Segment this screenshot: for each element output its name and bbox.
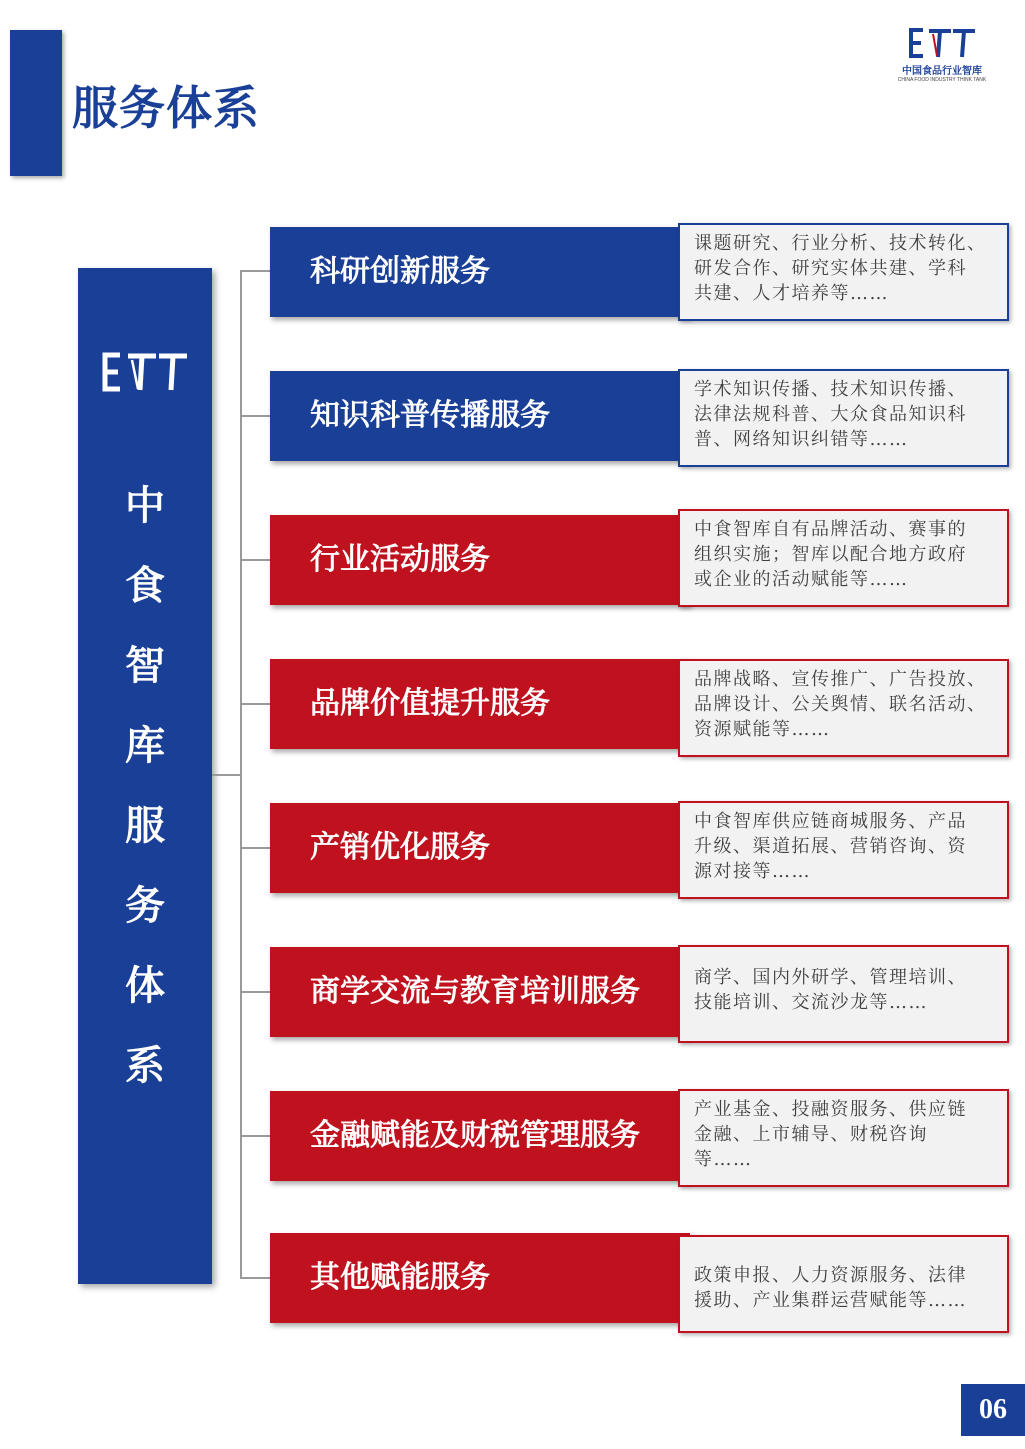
side-title-char: 智 <box>125 642 165 689</box>
service-block-finance <box>270 1091 690 1181</box>
tree-connector-horizontal <box>212 774 241 776</box>
service-description-box <box>678 945 1009 1043</box>
service-description-line: 或企业的活动赋能等…… <box>694 569 909 590</box>
logo-chinese-name: 中国食品行业智库 <box>902 66 982 77</box>
side-title-char: 中 <box>125 482 165 529</box>
service-description-line: 技能培训、交流沙龙等…… <box>694 992 928 1013</box>
service-description-box <box>678 659 1009 757</box>
service-block-training <box>270 947 690 1037</box>
service-description-box <box>678 369 1009 467</box>
service-description-line: 商学、国内外研学、管理培训、 <box>694 967 967 988</box>
tree-connector-branch <box>240 991 270 993</box>
tree-connector-branch <box>240 703 270 705</box>
service-label: 品牌价值提升服务 <box>310 686 550 721</box>
tree-connector-vertical <box>240 270 242 1279</box>
service-block-knowledge <box>270 371 690 461</box>
service-description-line: 学术知识传播、技术知识传播、 <box>694 379 967 400</box>
title-accent-bar <box>10 30 62 176</box>
service-description-line: 普、网络知识纠错等…… <box>694 429 909 450</box>
service-label: 行业活动服务 <box>310 542 490 577</box>
service-description-line: 品牌战略、宣传推广、广告投放、 <box>694 669 987 690</box>
service-block-events <box>270 515 690 605</box>
service-label: 商学交流与教育培训服务 <box>310 974 640 1009</box>
service-description-line: 研发合作、研究实体共建、学科 <box>694 258 967 279</box>
service-description-box <box>678 1089 1009 1187</box>
service-block-brand <box>270 659 690 749</box>
tree-connector-branch <box>240 559 270 561</box>
side-panel <box>78 268 212 1284</box>
service-description-line: 组织实施；智库以配合地方政府 <box>694 544 967 565</box>
side-title-char: 食 <box>125 562 165 609</box>
side-title-char: 服 <box>125 802 165 849</box>
service-description-box <box>678 801 1009 899</box>
tree-connector-branch <box>240 1277 270 1279</box>
ett-logo-icon <box>907 26 977 60</box>
side-title-char: 库 <box>125 722 165 769</box>
service-description-line: 金融、上市辅导、财税咨询 <box>694 1124 928 1145</box>
service-description-box <box>678 223 1009 321</box>
service-description-line: 中食智库供应链商城服务、产品 <box>694 811 967 832</box>
tree-connector-branch <box>240 270 270 272</box>
service-description-line: 援助、产业集群运营赋能等…… <box>694 1290 967 1311</box>
service-block-sales <box>270 803 690 893</box>
tree-connector-branch <box>240 415 270 417</box>
service-block-other <box>270 1233 690 1323</box>
side-title-char: 体 <box>125 962 165 1009</box>
service-description-line: 法律法规科普、大众食品知识科 <box>694 404 967 425</box>
service-label: 产销优化服务 <box>310 830 490 865</box>
service-label: 知识科普传播服务 <box>310 398 550 433</box>
brand-logo <box>896 26 988 83</box>
service-description-line: 升级、渠道拓展、营销咨询、资 <box>694 836 967 857</box>
service-description-line: 政策申报、人力资源服务、法律 <box>694 1265 967 1286</box>
side-title-char: 务 <box>125 882 165 929</box>
service-description-line: 品牌设计、公关舆情、联名活动、 <box>694 694 987 715</box>
service-label: 金融赋能及财税管理服务 <box>310 1118 640 1153</box>
page-title: 服务体系 <box>72 81 260 135</box>
service-description-box <box>678 1235 1009 1333</box>
service-description-line: 课题研究、行业分析、技术转化、 <box>694 233 987 254</box>
service-description-line: 等…… <box>694 1149 753 1170</box>
page-number: 06 <box>961 1384 1025 1436</box>
service-description-line: 中食智库自有品牌活动、赛事的 <box>694 519 967 540</box>
ett-panel-logo-icon <box>100 350 190 394</box>
service-description-line: 源对接等…… <box>694 861 811 882</box>
logo-english-name: CHINA FOOD INDUSTRY THINK TANK <box>897 77 987 83</box>
service-label: 其他赋能服务 <box>310 1260 490 1295</box>
side-title-char: 系 <box>125 1042 165 1089</box>
tree-connector-branch <box>240 847 270 849</box>
service-description-line: 资源赋能等…… <box>694 719 831 740</box>
service-description-line: 产业基金、投融资服务、供应链 <box>694 1099 967 1120</box>
service-description-line: 共建、人才培养等…… <box>694 283 889 304</box>
service-block-research <box>270 227 690 317</box>
service-label: 科研创新服务 <box>310 254 490 289</box>
tree-connector-branch <box>240 1135 270 1137</box>
side-panel-title <box>78 466 212 1106</box>
service-description-box <box>678 509 1009 607</box>
